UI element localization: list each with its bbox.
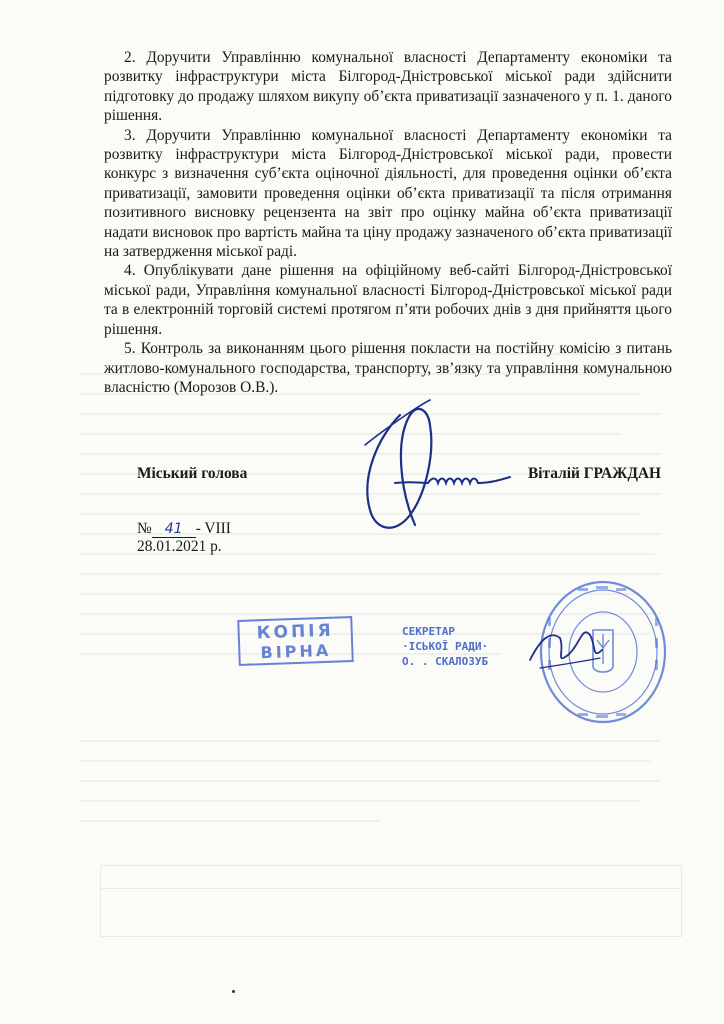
secretary-stamp-line3: О. . СКАЛОЗУБ bbox=[402, 655, 489, 668]
number-prefix: № bbox=[137, 520, 152, 537]
scan-speck bbox=[232, 990, 235, 993]
copy-stamp-line2: ВІРНА bbox=[260, 640, 332, 663]
decision-number bbox=[137, 520, 231, 538]
number-suffix: - VIII bbox=[195, 520, 231, 537]
number-value: 41 bbox=[152, 521, 196, 538]
mayor-signature bbox=[340, 395, 530, 545]
signatory-position: Міський голова bbox=[137, 465, 248, 482]
paragraph-5: 5. Контроль за виконанням цього рішення покласти на постійну комісію з питань житлово-комунального господарства, транспорту, зв’язку та управління комунальною власністю (Морозов О.В.). bbox=[104, 340, 672, 396]
secretary-signature bbox=[520, 610, 610, 680]
decision-body bbox=[104, 48, 672, 397]
secretary-stamp-line2: ·ІСЬКОЇ РАДИ· bbox=[402, 640, 489, 653]
paragraph-2: 2. Доручити Управлінню комунальної власності Департаменту економіки та розвитку інфраструктури міста Білгород-Дністровської міської ради здійснити підготовку до продажу шляхом викупу об’єкта приватизації зазначеного у п. 1. даного рішення. bbox=[104, 49, 672, 125]
secretary-stamp bbox=[402, 624, 532, 669]
paragraph-3: 3. Доручити Управлінню комунальної власності Департаменту економіки та розвитку інфраструктури міста Білгород-Дністровської міської ради, провести конкурс з визначення суб’єкта оціночної діяльності, для проведення оцінки об’єкта приватизації, замовити проведення оцінки об’єкта приватизації та після отримання позитивного висновку рецензента на звіт про оцінку майна об’єкта приватизації надати висновок про вартість майна та ціну продажу зазначеного об’єкта приватизації на затвердження міської раді. bbox=[104, 126, 672, 261]
signatory-name: Віталій ГРАЖДАН bbox=[528, 465, 661, 482]
secretary-stamp-line1: СЕКРЕТАР bbox=[402, 625, 455, 638]
paragraph-4: 4. Опублікувати дане рішення на офіційному веб-сайті Білгород-Дністровської міської ради, Управління комунальної власності Білгород-Дністровської міської ради та в електронній торговій системі протягом п’яти робочих днів з дня прийняття цього рішення. bbox=[104, 262, 672, 338]
copy-stamp-line1: КОПІЯ bbox=[256, 620, 335, 644]
copy-true-stamp bbox=[237, 616, 354, 666]
decision-date: 28.01.2021 р. bbox=[137, 538, 222, 555]
